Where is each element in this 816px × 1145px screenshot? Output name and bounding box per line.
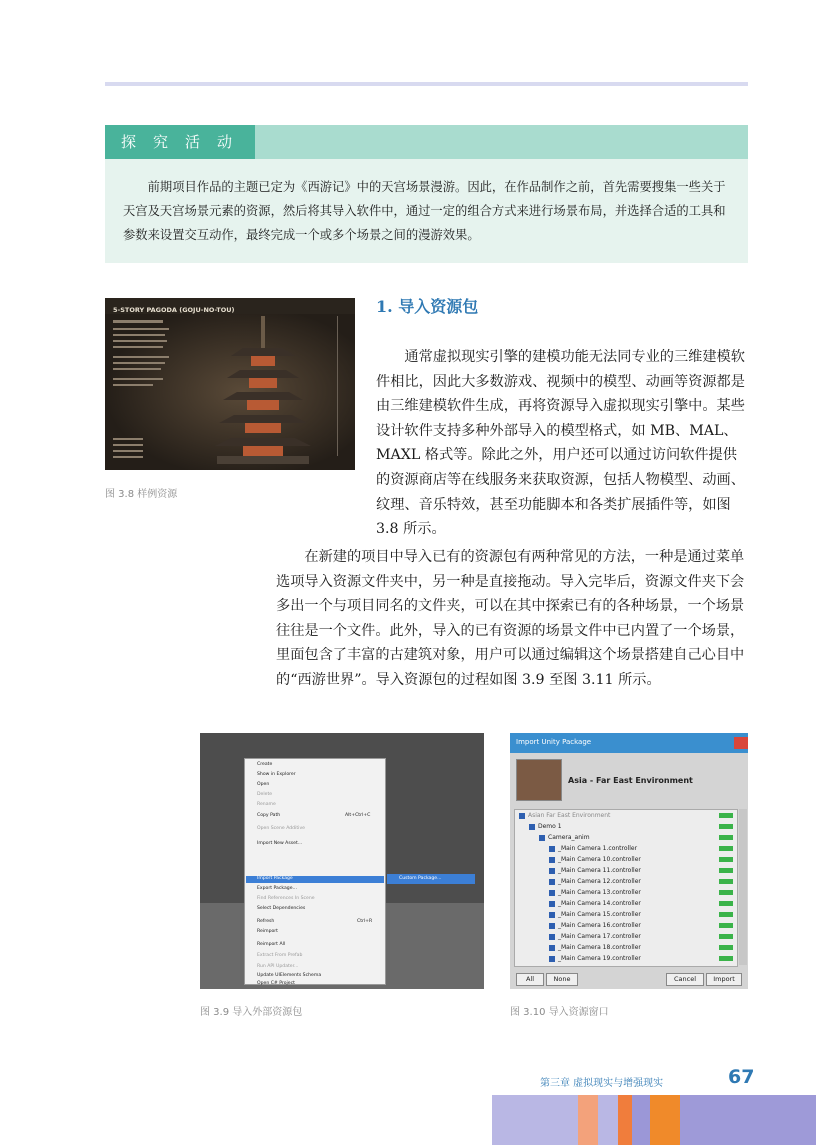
chapter-title: 第三章 虚拟现实与增强现实 <box>540 1078 664 1089</box>
menu-item[interactable]: Delete <box>257 792 273 797</box>
import-button[interactable]: Import <box>706 973 742 986</box>
menu-item[interactable]: Update UIElements Schema <box>257 973 322 978</box>
checkbox-icon[interactable] <box>549 934 555 940</box>
new-badge <box>719 956 733 961</box>
checkbox-icon[interactable] <box>549 923 555 929</box>
tree-row[interactable]: _Main Camera 10.controller <box>549 856 641 863</box>
new-badge <box>719 923 733 928</box>
footer-bar <box>618 1095 632 1145</box>
package-name: Asia - Far East Environment <box>568 776 693 785</box>
menu-item[interactable]: Copy Path <box>257 813 281 818</box>
tree-row[interactable]: _Main Camera 14.controller <box>549 900 641 907</box>
package-tree <box>514 809 738 967</box>
paragraph-2: 在新建的项目中导入已有的资源包有两种常见的方法，一种是通过菜单选项导入资源文件夹中，另一种是直接拖动。导入完毕后，资源文件夹下会多出一个与项目同名的文件夹，可以在其中探索已有的各种场景，一个场景往往是一个文件。此外，导入的已有资源的场景文件中已内置了一个场景，里面包含了丰富的古建筑对象，用户可以通过编辑这个场景搭建自己心目中的“西游世界”。导入资源包的过程如图 3.9 至图 3.11 所示。 <box>276 549 745 688</box>
tree-row[interactable]: Camera_anim <box>539 834 590 841</box>
new-badge <box>719 868 733 873</box>
new-badge <box>719 890 733 895</box>
header-rule <box>105 82 748 86</box>
figure-3-9-image <box>200 733 484 989</box>
menu-shortcut: Alt+Ctrl+C <box>345 813 371 818</box>
menu-item-import-package[interactable]: Import Package <box>257 876 293 881</box>
menu-item[interactable]: Refresh <box>257 919 275 924</box>
new-badge <box>719 901 733 906</box>
checkbox-icon[interactable] <box>519 813 525 819</box>
figure-3-8-heading: 5-STORY PAGODA (GOJU-NO-TOU) <box>113 306 235 314</box>
menu-item[interactable]: Import New Asset... <box>257 841 303 846</box>
checkbox-icon[interactable] <box>549 945 555 951</box>
menu-item[interactable]: Select Dependencies <box>257 906 306 911</box>
tree-row[interactable]: _Main Camera 16.controller <box>549 922 641 929</box>
tree-row[interactable]: Demo 1 <box>529 823 562 830</box>
paragraph-1: 通常虚拟现实引擎的建模功能无法同专业的三维建模软件相比，因此大多数游戏、视频中的模型、动画等资源都是由三维建模软件生成，再将资源导入虚拟现实引擎中。某些设计软件支持多种外部导入的模型格式，如 MB、MAL、MAXL 格式等。除此之外，用户还可以通过访问软件提供的资源商店等在线服务来获取资源，包括人物模型、动画、纹理、音乐特效，甚至功能脚本和各类扩展插件等，如图 3.8 所示。 <box>376 349 745 538</box>
tree-row[interactable]: _Main Camera 12.controller <box>549 878 641 885</box>
menu-item[interactable]: Run API Updater... <box>257 964 299 969</box>
cancel-button[interactable]: Cancel <box>666 973 704 986</box>
page-number: 67 <box>728 1066 755 1088</box>
figure-3-8-image <box>105 298 355 470</box>
activity-box <box>105 159 748 263</box>
tree-row[interactable]: _Main Camera 13.controller <box>549 889 641 896</box>
figure-3-10-caption: 图 3.10 导入资源窗口 <box>510 1007 609 1018</box>
tree-row[interactable]: _Main Camera 15.controller <box>549 911 641 918</box>
section-title: 1. 导入资源包 <box>376 297 479 316</box>
figure-3-9-caption: 图 3.9 导入外部资源包 <box>200 1007 303 1018</box>
menu-item[interactable]: Show in Explorer <box>257 772 296 777</box>
checkbox-icon[interactable] <box>549 857 555 863</box>
new-badge <box>719 857 733 862</box>
submenu-item-custom-package[interactable]: Custom Package... <box>399 876 442 881</box>
menu-item[interactable]: Reimport <box>257 929 278 934</box>
menu-item[interactable]: Open <box>257 782 270 787</box>
footer-bar <box>632 1095 650 1145</box>
checkbox-icon[interactable] <box>549 901 555 907</box>
context-menu <box>244 758 386 985</box>
figure-3-8-caption: 图 3.8 样例资源 <box>105 489 178 500</box>
activity-label: 探究活动 <box>105 125 255 159</box>
menu-item[interactable]: Rename <box>257 802 276 807</box>
checkbox-icon[interactable] <box>549 890 555 896</box>
footer-bar <box>598 1095 618 1145</box>
new-badge <box>719 813 733 818</box>
checkbox-icon[interactable] <box>539 835 545 841</box>
new-badge <box>719 846 733 851</box>
menu-item[interactable]: Create <box>257 762 273 767</box>
footer-bar <box>578 1095 598 1145</box>
checkbox-icon[interactable] <box>549 912 555 918</box>
menu-item[interactable]: Open C# Project <box>257 981 295 986</box>
tree-row[interactable]: _Main Camera 19.controller <box>549 955 641 962</box>
submenu <box>387 874 475 884</box>
new-badge <box>719 945 733 950</box>
tree-row[interactable]: _Main Camera 1.controller <box>549 845 637 852</box>
new-badge <box>719 824 733 829</box>
activity-text: 前期项目作品的主题已定为《西游记》中的天宫场景漫游。因此，在作品制作之前，首先需要搜集一些关于天宫及天宫场景元素的资源，然后将其导入软件中，通过一定的组合方式来进行场景布局，并选择合适的工具和参数来设置交互动作，最终完成一个或多个场景之间的漫游效果。 <box>123 180 726 242</box>
checkbox-icon[interactable] <box>549 956 555 962</box>
new-badge <box>719 835 733 840</box>
checkbox-icon[interactable] <box>549 846 555 852</box>
package-thumbnail <box>516 759 562 801</box>
menu-item[interactable]: Extract From Prefab <box>257 953 303 958</box>
none-button[interactable]: None <box>546 973 578 986</box>
menu-item[interactable]: Export Package... <box>257 886 297 891</box>
tree-row[interactable]: _Main Camera 18.controller <box>549 944 641 951</box>
tree-row[interactable]: Asian Far East Environment <box>519 812 610 819</box>
checkbox-icon[interactable] <box>549 879 555 885</box>
footer-bar <box>650 1095 680 1145</box>
footer-bar <box>680 1095 816 1145</box>
footer-bar <box>492 1095 578 1145</box>
menu-item[interactable]: Find References In Scene <box>257 896 315 901</box>
tree-row[interactable]: _Main Camera 17.controller <box>549 933 641 940</box>
tree-scrollbar[interactable] <box>739 809 747 965</box>
new-badge <box>719 879 733 884</box>
menu-item[interactable]: Reimport All <box>257 942 286 947</box>
activity-header <box>105 125 748 159</box>
new-badge <box>719 912 733 917</box>
pagoda-illustration <box>105 298 355 470</box>
import-window-title: Import Unity Package <box>516 738 592 746</box>
checkbox-icon[interactable] <box>549 868 555 874</box>
menu-shortcut: Ctrl+R <box>357 919 373 924</box>
close-icon[interactable] <box>734 737 748 749</box>
all-button[interactable]: All <box>516 973 544 986</box>
checkbox-icon[interactable] <box>529 824 535 830</box>
new-badge <box>719 934 733 939</box>
figure-3-10-image <box>510 733 748 989</box>
import-window-titlebar <box>510 733 748 753</box>
menu-item[interactable]: Open Scene Additive <box>257 826 305 831</box>
tree-row[interactable]: _Main Camera 11.controller <box>549 867 641 874</box>
